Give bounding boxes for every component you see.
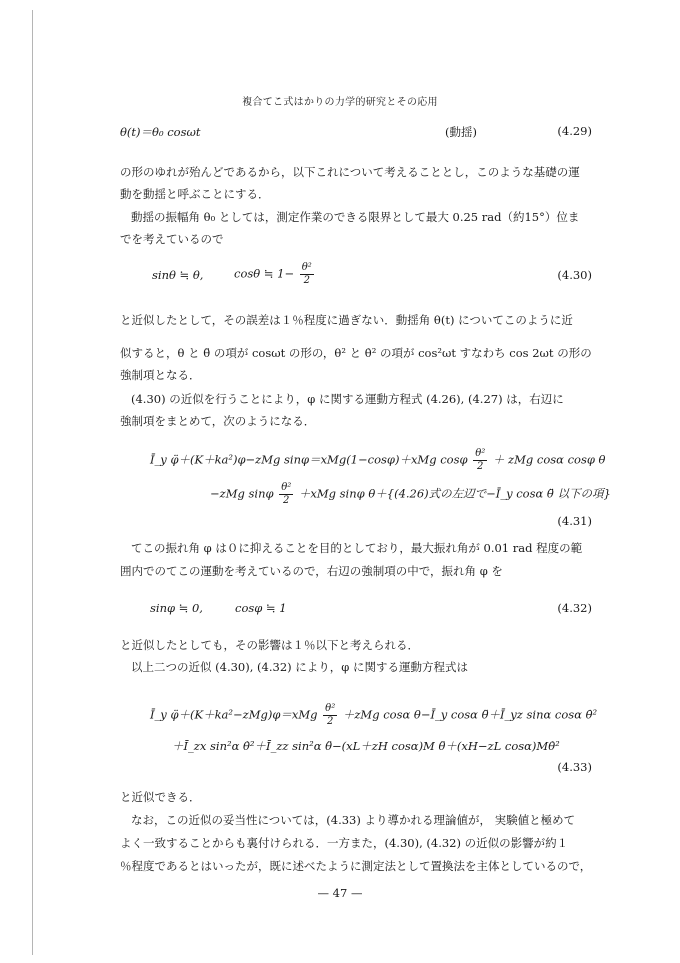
equation-4-32-number: (4.32) (557, 601, 592, 615)
equation-4-33-fraction (323, 703, 337, 728)
fraction-denominator: 2 (477, 461, 484, 472)
paragraph-line: と近似したとしても，その影響は１％以下と考えられる． (120, 638, 419, 652)
equation-4-33-line-2: ＋Ī_zx sin²α θ̇²＋Ī_zz sin²α θ̈−(xL＋zH cosα)M θ̈＋(xH−zL cosα)Mθ̇² (172, 739, 560, 753)
paragraph-line: と近似できる． (120, 790, 201, 804)
equation-4-30-fraction (300, 262, 314, 287)
paragraph-line: 動を動揺と呼ぶことにする． (120, 187, 270, 201)
equation-4-31-line-1 (150, 448, 605, 473)
equation-4-30-cos-text: cosθ ≒ 1− (234, 266, 295, 281)
equation-4-31-part: ＋ zMg cosα cosφ θ (492, 452, 606, 467)
paragraph-line: でを考えているので (120, 232, 224, 246)
equation-4-29: θ(t)＝θ₀ cosωt (120, 125, 201, 139)
equation-4-31-line-2 (210, 482, 611, 507)
paragraph-line: 以上二つの近似 (4.30), (4.32) により，φ に関する運動方程式は (131, 660, 468, 674)
equation-4-32-cos: cosφ ≒ 1 (235, 601, 287, 615)
equation-4-31-number: (4.31) (557, 514, 592, 528)
fraction-numerator: θ² (325, 703, 336, 714)
paragraph-line: 囲内でのてこの運動を考えているので，右辺の強制項の中で，振れ角 φ を (120, 564, 503, 578)
paragraph-line: よく一致することからも裏付けられる．一方また，(4.30), (4.32) の近似の影響が約１ (120, 836, 569, 850)
equation-4-31-part: ＋xMg sinφ θ＋{(4.26)式の左辺で−Ī_y cosα θ̈ 以下の項} (298, 486, 611, 501)
paragraph-line: なお，この近似の妥当性については，(4.33) より導かれる理論値が， 実験値と極めて (131, 813, 576, 827)
fraction-denominator: 2 (303, 275, 310, 286)
equation-4-30-sin: sinθ ≒ θ, (152, 268, 204, 282)
paragraph-line: ％程度であるとはいったが，既に述べたように測定法として置換法を主体としているので， (120, 859, 592, 873)
paragraph-line: の形のゆれが殆んどであるから，以下これについて考えることとし，このような基礎の運 (120, 165, 580, 179)
equation-4-29-label: (動揺) (445, 125, 477, 139)
fraction-numerator: θ² (281, 482, 292, 493)
equation-4-33-line-1 (150, 703, 597, 728)
paragraph-line: と近似したとして，その誤差は１％程度に過ぎない．動揺角 θ(t) についてこのように近 (120, 313, 573, 327)
paragraph-line: (4.30) の近似を行うことにより，φ に関する運動方程式 (4.26), (4.27) は，右辺に (131, 392, 564, 406)
paragraph-line: 動揺の振幅角 θ₀ としては，測定作業のできる限界として最大 0.25 rad（約15°）位ま (131, 210, 580, 224)
fraction-denominator: 2 (327, 716, 334, 727)
paragraph-line: 似すると，θ と θ̈ の項が cosωt の形の，θ² と θ̇² の項が cos²ωt すなわち cos 2ωt の形の (120, 346, 592, 360)
equation-4-32-sin: sinφ ≒ 0, (150, 601, 203, 615)
equation-4-33-part: ＋zMg cosα θ−Ī_y cosα θ̈＋Ī_yz sinα cosα θ̇² (342, 707, 598, 722)
equation-4-31-fraction (279, 482, 293, 507)
equation-4-31-fraction (473, 448, 487, 473)
equation-4-31-part: −zMg sinφ (210, 486, 274, 501)
fraction-numerator: θ² (475, 448, 486, 459)
fraction-denominator: 2 (283, 495, 290, 506)
equation-4-29-number: (4.29) (557, 124, 592, 138)
running-header: 複合てこ式はかりの力学的研究とその応用 (242, 97, 438, 108)
paragraph-line: 強制項となる． (120, 368, 201, 382)
paragraph-line: てこの振れ角 φ は０に抑えることを目的としており，最大振れ角が 0.01 rad 程度の範 (131, 541, 583, 555)
equation-4-33-number: (4.33) (557, 760, 592, 774)
equation-4-31-part: Ī_y φ̈＋(K＋ka²)φ−zMg sinφ＝xMg(1−cosφ)＋xMg cosφ (150, 452, 468, 467)
equation-4-30-cos (234, 262, 316, 287)
equation-4-33-part: Ī_y φ̈＋(K＋ka²−zMg)φ＝xMg (150, 707, 318, 722)
fraction-numerator: θ² (301, 262, 312, 273)
page-number: — 47 — (317, 886, 363, 900)
page-edge-line (32, 10, 33, 955)
equation-4-30-number: (4.30) (557, 268, 592, 282)
paragraph-line: 強制項をまとめて，次のようになる． (120, 414, 316, 428)
